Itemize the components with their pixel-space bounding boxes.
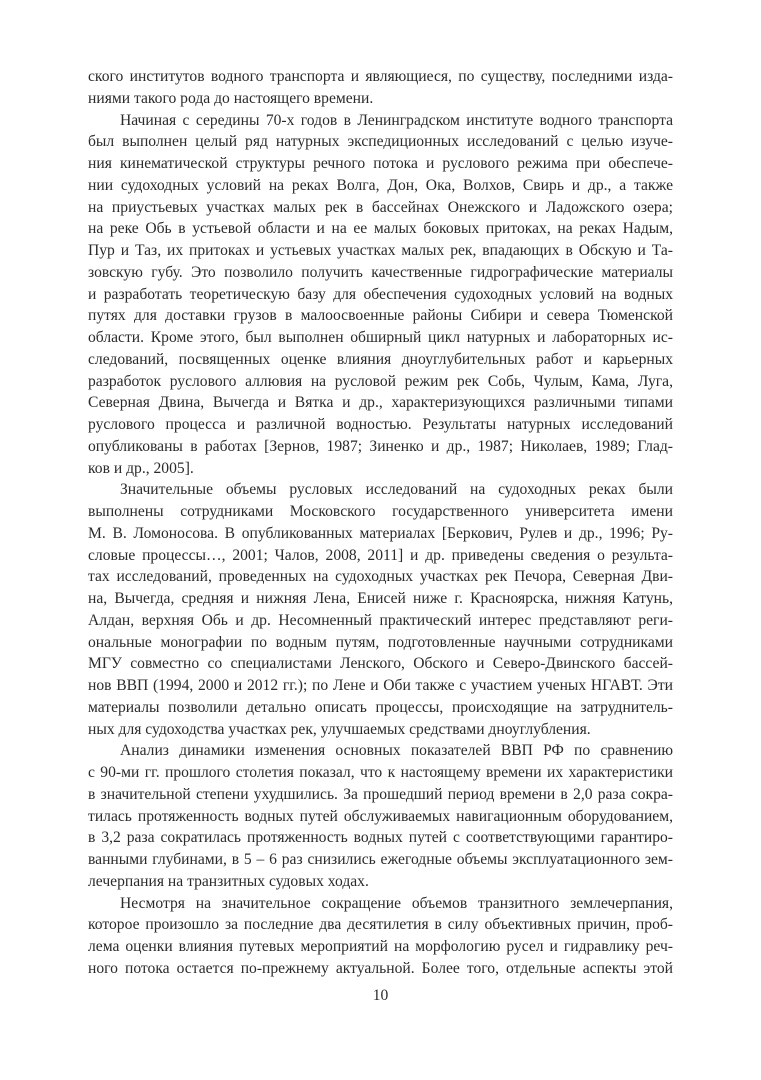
text-line: разработок руслового аллювия на русловой режим рек Собь, Чулым, Кама, Луга,	[88, 372, 673, 390]
text-line: ванными глубинами, в 5 – 6 раз снизились ежегодные объемы эксплуатационного зем-	[88, 851, 673, 868]
text-line: следований, посвященных оценке влияния дноуглубительных работ и карьерных	[88, 350, 673, 368]
text-line: Алдан, верхняя Обь и др. Несомненный практический интерес представляют реги-	[88, 611, 673, 629]
text-line: в значительной степени ухудшились. За прошедший период времени в 2,0 раза сокра-	[88, 785, 673, 803]
text-line: Значительные объемы русловых исследований на судоходных реках были	[120, 481, 673, 499]
text-line: тах исследований, проведенных на судоходных участках рек Печора, Северная Дви-	[88, 568, 673, 586]
text-line: М. В. Ломоносова. В опубликованных материалах [Беркович, Рулев и др., 1996; Ру-	[88, 524, 673, 542]
text-line: области. Кроме этого, был выполнен обширный цикл натурных и лабораторных ис-	[88, 329, 673, 346]
text-line: ниями такого рода до настоящего времени.	[88, 89, 374, 107]
text-line: словые процессы…, 2001; Чалов, 2008, 2011] и др. приведены сведения о результа-	[88, 546, 673, 564]
text-line: ных для судоходства участках рек, улучшаемых средствами дноуглубления.	[88, 720, 591, 738]
paragraph	[88, 740, 673, 892]
page-number: 10	[372, 987, 389, 1004]
text-line: МГУ совместно со специалистами Ленского, Обского и Северо-Двинского бассей-	[88, 655, 673, 673]
text-line: лема оценки влияния путевых мероприятий на морфологию русел и гидравлику реч-	[88, 938, 673, 955]
text-line: зовскую губу. Это позволило получить качественные гидрографические материалы	[88, 263, 673, 281]
text-line: материалы позволили детально описать процессы, происходящие на затруднитель-	[88, 698, 673, 716]
text-line: Северная Двина, Вычегда и Вятка и др., характеризующихся различными типами	[88, 394, 673, 412]
text-line: нии судоходных условий на реках Волга, Дон, Ока, Волхов, Свирь и др., а также	[88, 176, 673, 194]
page-body	[88, 66, 673, 980]
text-line: на, Вычегда, средняя и нижняя Лена, Енисей ниже г. Красноярска, нижняя Катунь,	[88, 590, 673, 607]
text-line: был выполнен целый ряд натурных экспедиционных исследований с целью изуче-	[88, 133, 673, 151]
text-line: руслового процесса и различной водностью. Результаты натурных исследований	[88, 416, 673, 433]
text-line: ональные монографии по водным путям, подготовленные научными сотрудниками	[88, 633, 673, 651]
text-line: в 3,2 раза сократилась протяженность водных путей с соответствующими гарантиро-	[88, 829, 673, 847]
paragraph	[88, 479, 673, 740]
text-line: опубликованы в работах [Зернов, 1987; Зиненко и др., 1987; Николаев, 1989; Глад-	[88, 437, 673, 455]
text-line: на приустьевых участках малых рек в бассейнах Онежского и Ладожского озера;	[88, 198, 673, 216]
text-line: Несмотря на значительное сокращение объемов транзитного землечерпания,	[120, 894, 673, 912]
text-line: Пур и Таз, их притоках и устьевых участках малых рек, впадающих в Обскую и Та-	[88, 242, 673, 259]
text-line: ского институтов водного транспорта и являющиеся, по существу, последними изда-	[88, 68, 673, 85]
text-line: нов ВВП (1994, 2000 и 2012 гг.); по Лене и Оби также с участием ученых НГАВТ. Эти	[88, 677, 673, 694]
text-line: путях для доставки грузов в малоосвоенные районы Сибири и севера Тюменской	[88, 307, 673, 325]
text-line: ков и др., 2005].	[88, 459, 194, 477]
text-line: и разработать теоретическую базу для обеспечения судоходных условий на водных	[88, 285, 673, 303]
text-line: которое произошло за последние два десятилетия в силу объективных причин, проб-	[88, 916, 673, 934]
text-line: лечерпания на транзитных судовых ходах.	[88, 872, 369, 890]
text-line: ния кинематической структуры речного потока и руслового режима при обеспече-	[88, 155, 673, 172]
text-line: с 90-ми гг. прошлого столетия показал, что к настоящему времени их характеристики	[88, 764, 673, 781]
text-line: Анализ динамики изменения основных показателей ВВП РФ по сравнению	[120, 742, 673, 760]
text-line: выполнены сотрудниками Московского государственного университета имени	[88, 503, 673, 520]
paragraph	[88, 893, 673, 980]
text-line: Начиная с середины 70-х годов в Ленинградском институте водного транспорта	[120, 111, 673, 129]
text-line: тилась протяженность водных путей обслуживаемых навигационным оборудованием,	[88, 807, 673, 825]
text-line: на реке Обь в устьевой области и на ее малых боковых притоках, на реках Надым,	[88, 220, 673, 238]
text-line: ного потока остается по-прежнему актуальной. Более того, отдельные аспекты этой	[88, 959, 673, 977]
paragraph	[88, 110, 673, 480]
paragraph	[88, 66, 673, 110]
